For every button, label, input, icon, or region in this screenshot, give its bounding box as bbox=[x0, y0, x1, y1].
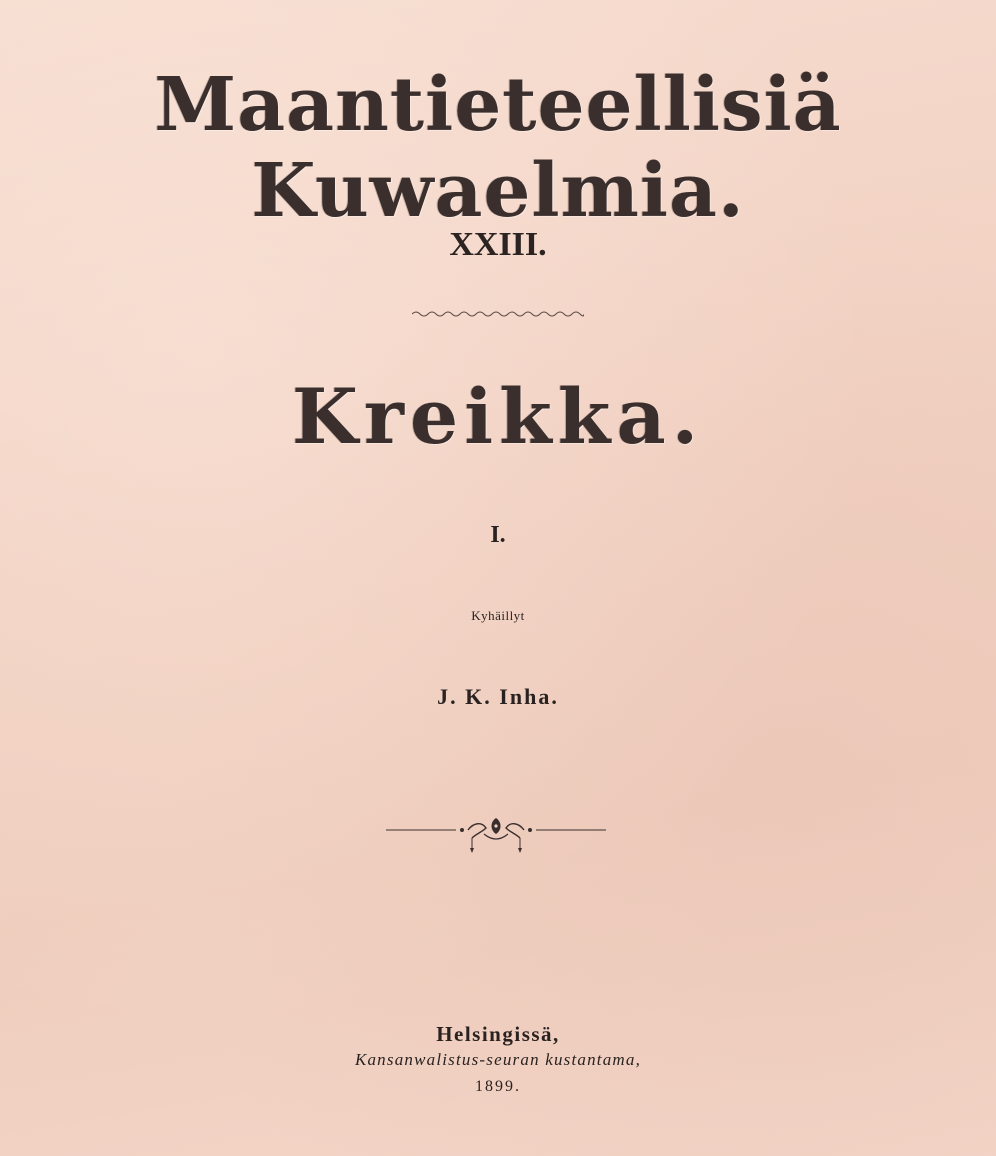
wavy-rule-divider bbox=[412, 308, 584, 320]
author-name: J. K. Inha. bbox=[437, 684, 559, 709]
publication-place: Helsingissä, bbox=[436, 1022, 560, 1046]
series-title: Maantieteellisiä Kuwaelmia. bbox=[154, 62, 842, 234]
publisher-name: Kansanwalistus-seuran kustantama, bbox=[354, 1050, 642, 1069]
work-title: Kreikka. bbox=[291, 372, 705, 461]
part-number: I. bbox=[490, 522, 506, 548]
collected-by-label: Kyhäillyt bbox=[471, 608, 525, 623]
ornament-divider bbox=[386, 812, 606, 856]
series-number: XXIII. bbox=[449, 226, 547, 263]
publication-year: 1899. bbox=[475, 1078, 521, 1095]
